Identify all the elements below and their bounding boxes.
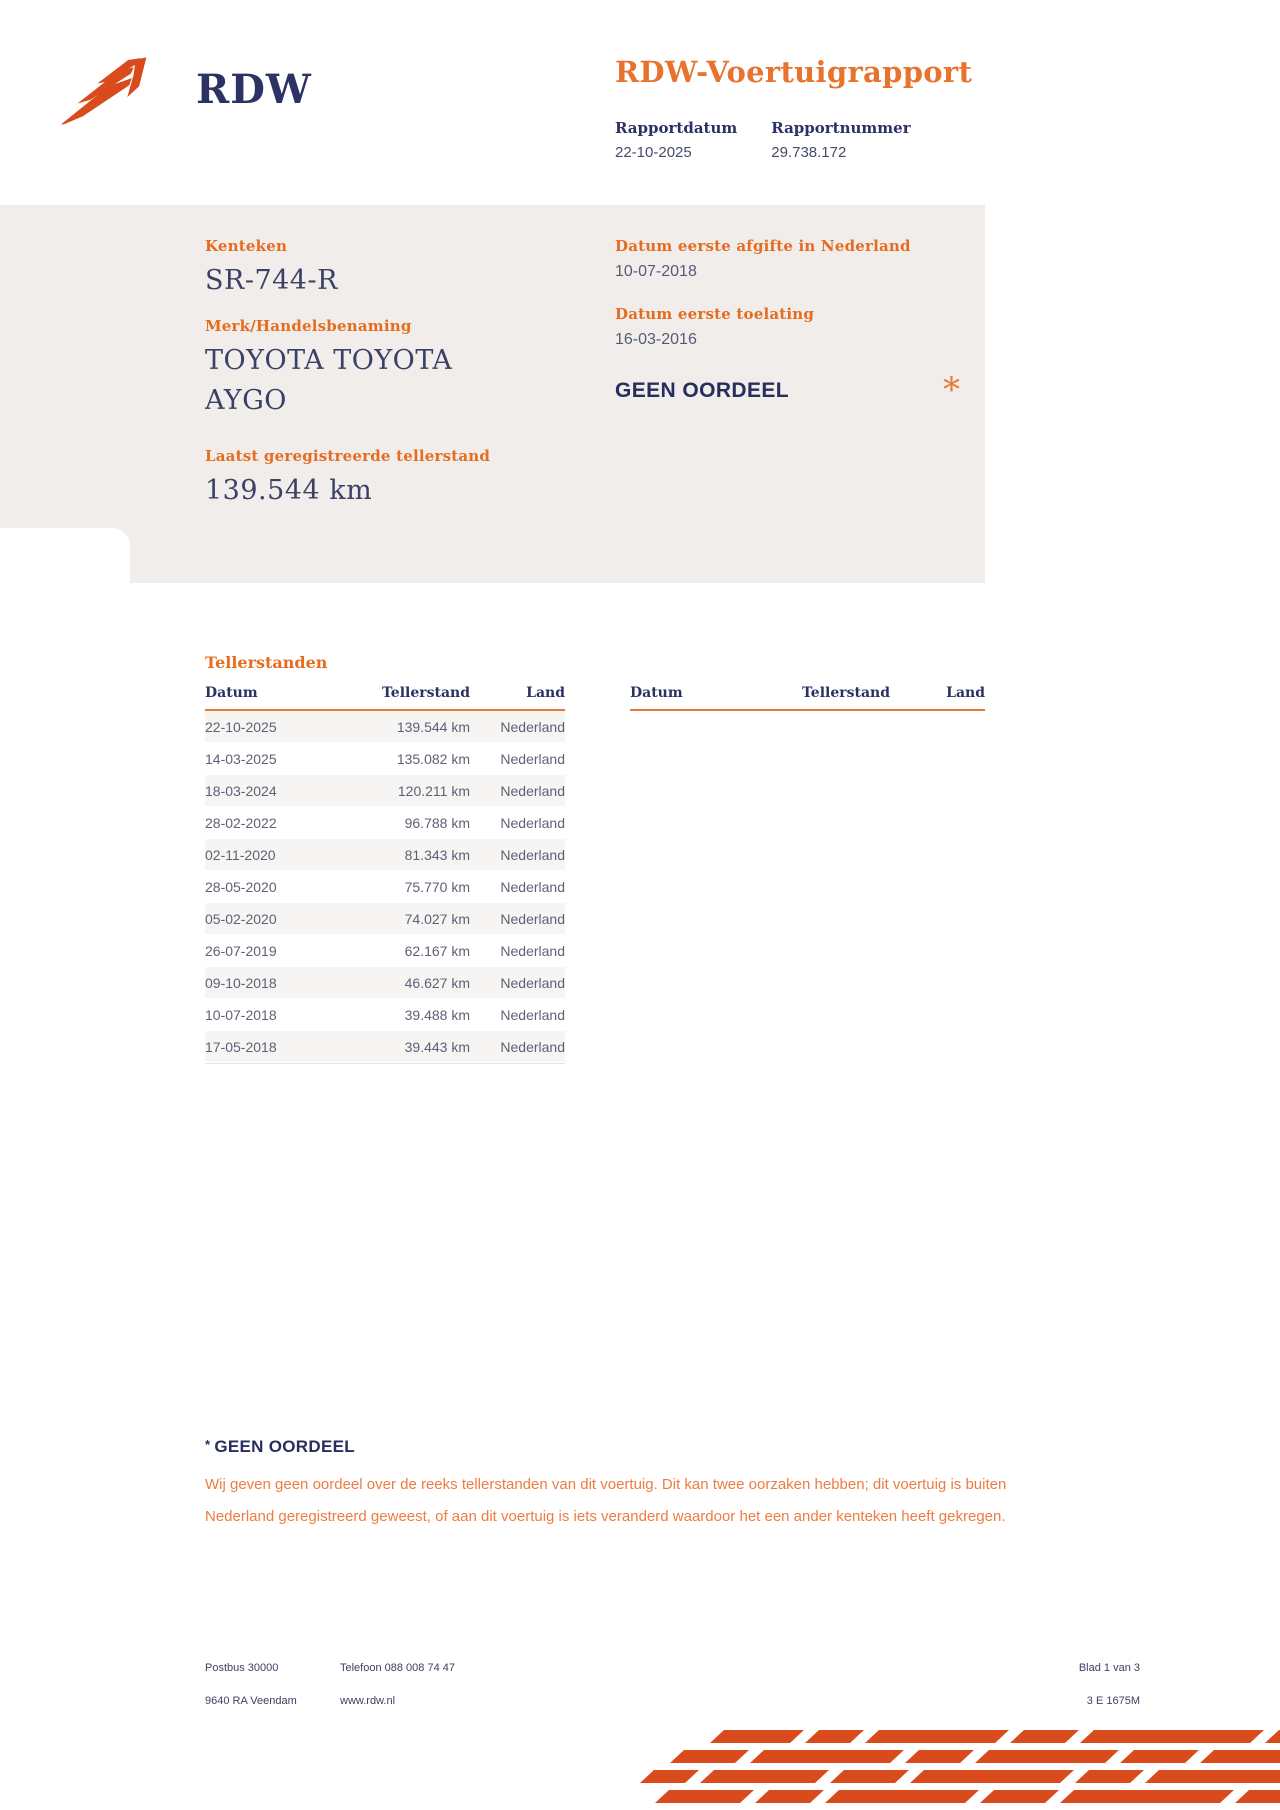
table-header	[630, 685, 985, 711]
cell-tellerstand: 75.770 km	[404, 879, 470, 895]
table-row	[205, 743, 565, 775]
kenteken-label: Kenteken	[205, 237, 288, 255]
footer-form-code: 3 E 1675M	[1086, 1695, 1140, 1707]
cell-datum: 28-02-2022	[205, 815, 277, 831]
footer-page-info	[1000, 1662, 1140, 1707]
geen-oordeel-footnote	[205, 1437, 1015, 1533]
column-header-land: Land	[526, 685, 565, 701]
report-date-label: Rapportdatum	[615, 119, 738, 137]
table-row	[205, 871, 565, 903]
footer-contact	[340, 1662, 455, 1707]
cell-land: Nederland	[500, 783, 565, 799]
report-number-block	[771, 119, 910, 161]
cell-land: Nederland	[500, 879, 565, 895]
cell-tellerstand: 81.343 km	[404, 847, 470, 863]
column-header-tellerstand: Tellerstand	[801, 685, 890, 701]
footer-city: 9640 RA Veendam	[205, 1695, 297, 1707]
footer-page-number: Blad 1 van 3	[1078, 1662, 1140, 1674]
tellerstanden-table-right	[630, 685, 985, 711]
footer-phone: Telefoon 088 008 74 47	[340, 1662, 455, 1674]
cell-datum: 09-10-2018	[205, 975, 277, 991]
cell-tellerstand: 96.788 km	[404, 815, 470, 831]
footnote-title-text: GEEN OORDEEL	[214, 1437, 355, 1456]
cell-datum: 18-03-2024	[205, 783, 277, 799]
afgifte-label: Datum eerste afgifte in Nederland	[615, 237, 911, 255]
rdw-logo	[52, 46, 312, 132]
cell-datum: 14-03-2025	[205, 751, 277, 767]
cell-datum: 05-02-2020	[205, 911, 277, 927]
cell-tellerstand: 62.167 km	[404, 943, 470, 959]
column-header-land: Land	[946, 685, 985, 701]
cell-datum: 26-07-2019	[205, 943, 277, 959]
kenteken-value: SR-744-R	[205, 265, 338, 296]
footer-postbus: Postbus 30000	[205, 1662, 279, 1674]
vehicle-summary-panel	[0, 205, 985, 583]
table-row	[205, 999, 565, 1031]
cell-land: Nederland	[500, 719, 565, 735]
table-row	[205, 1031, 565, 1063]
oordeel-row	[615, 370, 960, 410]
report-number-label: Rapportnummer	[771, 119, 911, 137]
table-row	[205, 903, 565, 935]
footnote-star-icon: *	[205, 1437, 211, 1452]
tellerstanden-rows	[205, 711, 565, 1064]
cell-tellerstand: 120.211 km	[397, 783, 470, 799]
table-row	[205, 711, 565, 743]
column-header-datum: Datum	[630, 685, 683, 701]
report-number-value: 29.738.172	[771, 144, 847, 161]
footnote-text: Wij geven geen oordeel over de reeks tellerstanden van dit voertuig. Dit kan twee oorzaken hebben; dit voertuig is buiten Nederland geregistreerd geweest, of aan dit voertuig is iets veranderd waardoor het een ander kenteken heeft gekregen.	[205, 1476, 1007, 1525]
cell-tellerstand: 139.544 km	[396, 719, 470, 735]
laatste-tellerstand-label: Laatst geregistreerde tellerstand	[205, 447, 491, 465]
cell-land: Nederland	[500, 1039, 565, 1055]
column-header-tellerstand: Tellerstand	[381, 685, 470, 701]
rdw-feather-icon	[52, 46, 170, 132]
table-row	[205, 775, 565, 807]
vehicle-panel-right	[615, 237, 960, 410]
cell-land: Nederland	[500, 975, 565, 991]
report-date-block	[615, 119, 737, 161]
panel-corner-notch	[0, 528, 130, 583]
page-title: RDW-Voertuigrapport	[615, 55, 973, 89]
logo-text: RDW	[196, 65, 312, 113]
report-date-value: 22-10-2025	[615, 144, 692, 161]
footer-website: www.rdw.nl	[340, 1695, 396, 1707]
toelating-label: Datum eerste toelating	[615, 305, 815, 323]
footer-address	[205, 1662, 297, 1707]
table-row	[205, 935, 565, 967]
cell-land: Nederland	[500, 847, 565, 863]
cell-datum: 22-10-2025	[205, 719, 277, 735]
cell-land: Nederland	[500, 751, 565, 767]
column-header-datum: Datum	[205, 685, 258, 701]
star-icon: *	[943, 370, 960, 410]
merk-value: TOYOTA TOYOTA AYGO	[205, 345, 453, 416]
cell-tellerstand: 39.488 km	[404, 1007, 470, 1023]
cell-datum: 02-11-2020	[205, 847, 276, 863]
cell-datum: 10-07-2018	[205, 1007, 277, 1023]
footnote-title	[205, 1437, 1015, 1457]
cell-tellerstand: 74.027 km	[404, 911, 470, 927]
afgifte-value: 10-07-2018	[615, 263, 697, 280]
table-row	[205, 807, 565, 839]
table-row	[205, 839, 565, 871]
tellerstanden-heading: Tellerstanden	[205, 653, 328, 672]
cell-land: Nederland	[500, 815, 565, 831]
toelating-value: 16-03-2016	[615, 331, 697, 348]
report-meta	[615, 119, 1075, 161]
cell-land: Nederland	[500, 1007, 565, 1023]
cell-tellerstand: 135.082 km	[396, 751, 470, 767]
vehicle-panel-left	[205, 237, 585, 511]
cell-datum: 17-05-2018	[205, 1039, 277, 1055]
cell-datum: 28-05-2020	[205, 879, 277, 895]
report-header	[615, 55, 1075, 161]
cell-tellerstand: 39.443 km	[404, 1039, 470, 1055]
oordeel-status: GEEN OORDEEL	[615, 379, 789, 402]
table-header	[205, 685, 565, 711]
table-row	[205, 967, 565, 999]
footer-tread-graphic	[640, 1730, 1280, 1810]
tellerstanden-table-left	[205, 685, 565, 1064]
cell-land: Nederland	[500, 943, 565, 959]
laatste-tellerstand-value: 139.544 km	[205, 475, 373, 506]
merk-label: Merk/Handelsbenaming	[205, 317, 412, 335]
cell-tellerstand: 46.627 km	[404, 975, 470, 991]
cell-land: Nederland	[500, 911, 565, 927]
